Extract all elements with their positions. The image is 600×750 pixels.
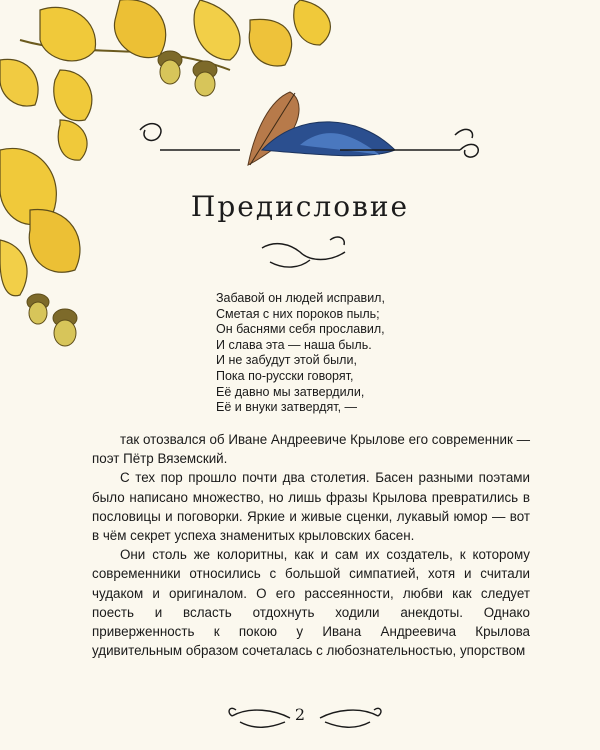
- poem-line: И не забудут этой были,: [216, 353, 357, 368]
- paragraph: Они столь же колоритны, как и сам их создатель, к которому современники относились с большой симпатией, хотя и считали чудаком и оригиналом. О его рассеянности, любви как следует поесть и всласть отдохнуть ходили анекдоты. Однако приверженность к покою у Ивана Андреевича Крылова удивительным образом сочеталась с любознательностью, упорством: [92, 547, 530, 659]
- paragraph: так отозвался об Иване Андреевиче Крылове его современник — поэт Пётр Вяземский.: [92, 432, 530, 467]
- poem-line: Забавой он людей исправил,: [216, 291, 385, 305]
- preface-body: [92, 430, 530, 660]
- page-title: Предисловие: [190, 190, 410, 223]
- epigraph-poem: [216, 291, 476, 416]
- poem-line: Сметая с них пороков пыль;: [216, 306, 380, 321]
- poem-line: И слава эта — наша быль.: [216, 337, 372, 352]
- acorns-left: [27, 294, 77, 346]
- poem-line: Пока по-русски говорят,: [216, 368, 354, 383]
- poem-line: Её и внуки затвердят, —: [216, 400, 358, 415]
- paragraph: С тех пор прошло почти два столетия. Басен разными поэтами было написано множество, но лишь фразы Крылова превратились в пословицы и поговорки. Яркие и живые сценки, лукавый юмор — вот в чём секрет успеха знаменитых крыловских басен.: [92, 470, 530, 544]
- page-number: 2: [294, 705, 306, 724]
- poem-line: Её давно мы затвердили,: [216, 384, 365, 399]
- flourish-title: [262, 237, 345, 267]
- quill-feathers: [248, 92, 395, 165]
- poem-line: Он баснями себя прославил,: [216, 322, 385, 337]
